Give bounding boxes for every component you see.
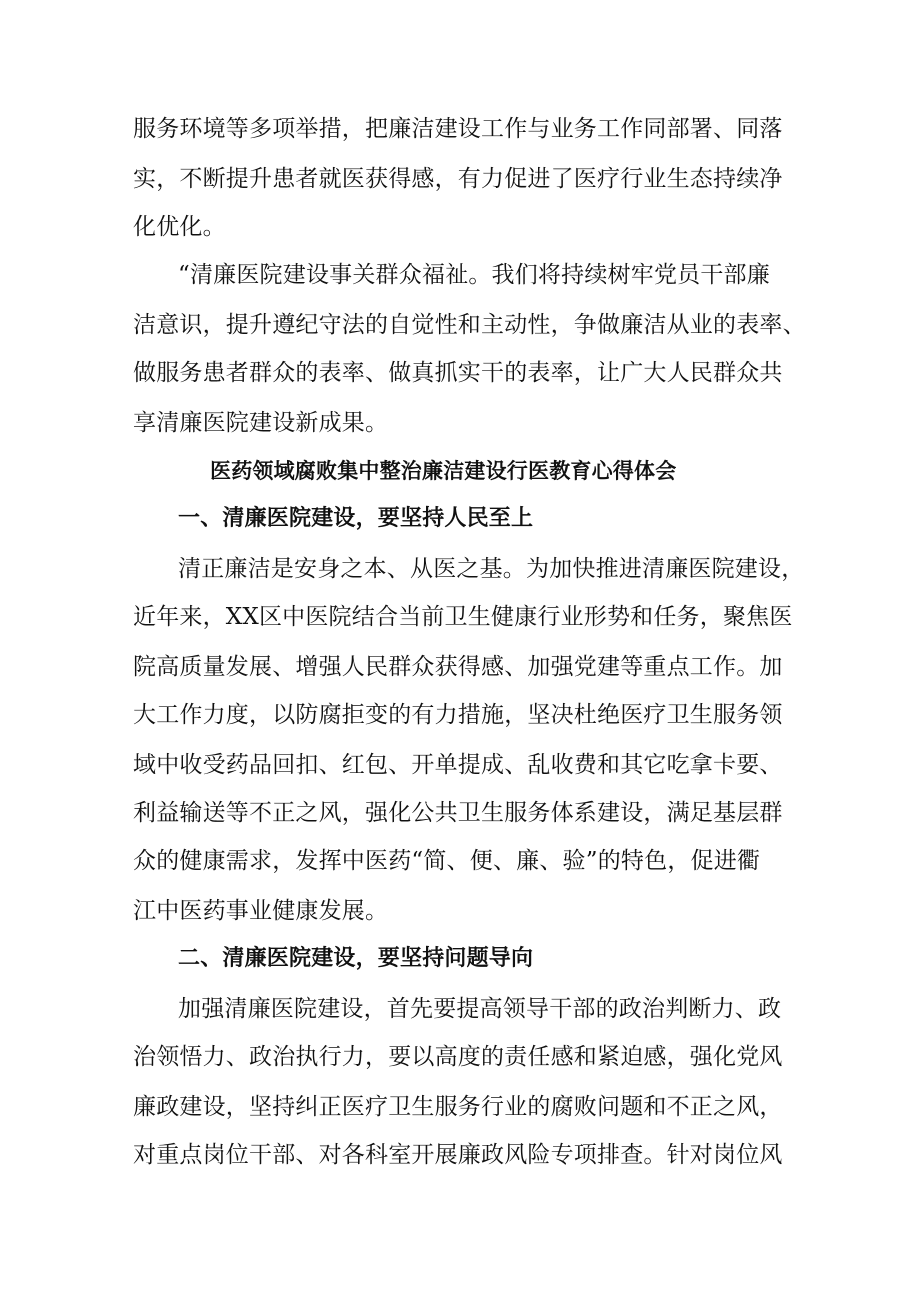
paragraph-line: 域中收受药品回扣、红包、开单提成、乱收费和其它吃拿卡要、	[133, 752, 783, 778]
paragraph-line: 众的健康需求，发挥中医药“简、便、廉、验”的特色，促进衢	[133, 848, 761, 874]
paragraph-line: 清正廉洁是安身之本、从医之基。为加快推进清廉医院建设，	[178, 556, 805, 582]
paragraph-line: 加强清廉医院建设，首先要提高领导干部的政治判断力、政	[178, 996, 782, 1022]
paragraph-line: 利益输送等不正之风，强化公共卫生服务体系建设，满足基层群	[133, 800, 783, 826]
paragraph-line: 江中医药事业健康发展。	[133, 898, 389, 924]
paragraph-line: “清廉医院建设事关群众福祉。我们将持续树牢党员干部廉	[178, 262, 770, 288]
paragraph-line: 近年来，XX区中医院结合当前卫生健康行业形势和任务，聚焦医	[133, 604, 793, 630]
paragraph-line: 洁意识，提升遵纪守法的自觉性和主动性，争做廉洁从业的表率、	[133, 312, 806, 338]
paragraph-line: 廉政建设，坚持纠正医疗卫生服务行业的腐败问题和不正之风，	[133, 1094, 783, 1120]
paragraph-line: 院高质量发展、增强人民群众获得感、加强党建等重点工作。加	[133, 654, 783, 680]
paragraph-line: 治领悟力、政治执行力，要以高度的责任感和紧迫感，强化党风	[133, 1044, 783, 1070]
document-title: 医药领域腐败集中整治廉洁建设行医教育心得体会	[210, 459, 677, 483]
section-heading: 二、清廉医院建设，要坚持问题导向	[178, 946, 534, 971]
section-heading: 一、清廉医院建设，要坚持人民至上	[178, 506, 534, 531]
paragraph-line: 大工作力度，以防腐拒变的有力措施，坚决杜绝医疗卫生服务领	[133, 702, 783, 728]
paragraph-line: 服务环境等多项举措，把廉洁建设工作与业务工作同部署、同落	[133, 116, 783, 142]
paragraph-line: 享清廉医院建设新成果。	[133, 410, 389, 436]
paragraph-line: 做服务患者群众的表率、做真抓实干的表率，让广大人民群众共	[133, 360, 783, 386]
paragraph-line: 化优化。	[133, 214, 226, 240]
paragraph-line: 对重点岗位干部、对各科室开展廉政风险专项排查。针对岗位风	[133, 1142, 783, 1168]
paragraph-line: 实，不断提升患者就医获得感，有力促进了医疗行业生态持续净	[133, 166, 783, 192]
